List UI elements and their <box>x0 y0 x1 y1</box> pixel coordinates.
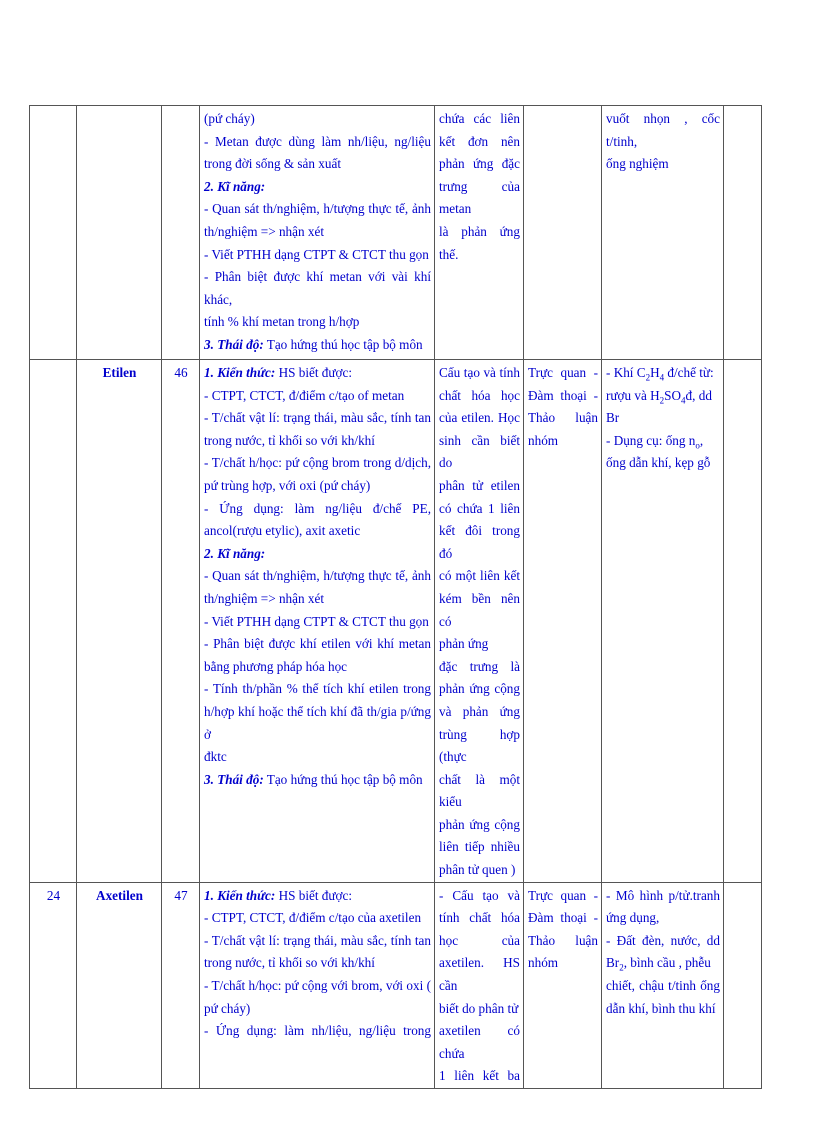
text-line: th/nghiệm => nhận xét <box>204 223 324 239</box>
subscript: 4 <box>681 395 686 406</box>
section-heading-knowledge: 1. Kiến thức: <box>204 887 276 903</box>
text-line: ancol(rượu etylic), axit axetic <box>204 523 361 539</box>
text-line: - CTPT, CTCT, đ/điểm c/tạo of metan <box>204 387 405 403</box>
text-line: th/nghiệm => nhận xét <box>204 590 324 606</box>
text-fragment: Tạo hứng thú học tập bộ môn <box>263 771 423 787</box>
cell-preparation <box>602 360 724 883</box>
text-line: đặc trưng là <box>439 658 520 674</box>
text-line: phản ứng <box>439 636 489 652</box>
text-line: - Viết PTHH dạng CTPT & CTCT thu gọn <box>204 246 429 262</box>
text-line: phản ứng cộng <box>439 816 520 832</box>
text-line: Đàm thoại - <box>528 387 598 403</box>
subscript: 2 <box>659 395 665 406</box>
text-line: trưng của metan <box>439 178 520 217</box>
text-line: Đàm thoại - <box>528 910 598 926</box>
text-line: - Quan sát th/nghiệm, h/tượng thực tế, ảnh <box>204 201 431 217</box>
text-fragment: , bình cầu , phễu <box>623 955 711 971</box>
table-row-axetilen <box>30 882 762 1088</box>
text-line: biết do phân tử <box>439 1000 519 1016</box>
text-line: pứ cháy) <box>204 1000 251 1016</box>
text-line: kết đôi trong đó <box>439 523 520 561</box>
text-line: - Đất đèn, nước, dd <box>606 932 720 948</box>
text-line: - Tính th/phần % thể tích khí etilen trong <box>204 681 431 697</box>
text-line: Thảo luận <box>528 410 598 426</box>
text-line: và phản ứng <box>439 703 520 719</box>
cell-key-content <box>435 106 524 360</box>
text-line: - Ứng dụng: làm ng/liệu đ/chế PE, <box>204 500 431 516</box>
text-line: - Phân biệt được khí etilen với khí metan <box>204 636 431 652</box>
cell-lesson-name <box>77 106 162 360</box>
text-line <box>606 952 720 975</box>
section-heading-skills: 2. Kĩ năng: <box>204 545 266 561</box>
section-heading-attitude: 3. Thái độ: <box>204 336 264 352</box>
cell-preparation <box>602 882 724 1088</box>
text-line: dẫn khí, bình thu khí <box>606 1000 716 1016</box>
text-line: Cấu tạo và tính <box>439 365 520 380</box>
cell-stt <box>30 106 77 360</box>
text-fragment: SO <box>664 387 682 403</box>
text-line <box>204 362 431 385</box>
text-line: chất hóa học <box>439 387 520 403</box>
text-fragment: đ, dd <box>685 387 712 403</box>
cell-key-content <box>435 882 524 1088</box>
text-line: - Ứng dụng: làm nh/liệu, ng/liệu trong <box>204 1023 431 1039</box>
text-fragment: H <box>650 365 660 380</box>
cell-preparation <box>602 106 724 360</box>
text-line <box>204 885 431 908</box>
text-line: phân tử quen ) <box>439 862 516 878</box>
text-fragment: Tạo hứng thú học tập bộ môn <box>263 336 423 352</box>
table-row-metan-continued <box>30 106 762 360</box>
text-fragment: HS biết được: <box>275 365 353 380</box>
text-line: - Phân biệt được khí metan với vài khí khác, <box>204 269 431 307</box>
text-line <box>606 362 720 385</box>
text-line: phân tử etilen <box>439 477 520 493</box>
text-line <box>204 334 431 357</box>
text-fragment: , <box>699 432 704 448</box>
text-line: tính % khí metan trong h/hợp <box>204 314 360 330</box>
text-line: Trực quan - <box>528 887 598 903</box>
cell-objectives <box>200 882 435 1088</box>
cell-objectives <box>200 106 435 360</box>
text-line: ứng dụng, <box>606 910 660 926</box>
text-line: Trực quan - <box>528 365 598 380</box>
text-line: - Metan được dùng làm nh/liệu, ng/liệu <box>204 133 431 149</box>
text-line: bằng phương pháp hóa học <box>204 658 348 674</box>
cell-stt: 24 <box>30 882 77 1088</box>
text-line: - T/chất h/học: pứ cộng brom trong d/dịch, <box>204 455 431 471</box>
text-line: - Mô hình p/tử.tranh <box>606 887 720 903</box>
section-heading-knowledge: 1. Kiến thức: <box>204 365 276 380</box>
text-line: vuốt nhọn , cốc t/tinh, <box>606 111 720 149</box>
text-line: Thảo luận <box>528 932 598 948</box>
text-line: có một liên kết <box>439 568 520 584</box>
text-line: - Quan sát th/nghiệm, h/tượng thực tế, ảnh <box>204 568 431 584</box>
cell-objectives <box>200 360 435 883</box>
text-line: - CTPT, CTCT, đ/điểm c/tạo của axetilen <box>204 910 422 926</box>
text-line: tính chất hóa <box>439 910 520 926</box>
subscript: 2 <box>645 372 651 383</box>
text-line: phản ứng đặc <box>439 156 520 172</box>
cell-lesson-name: Axetilen <box>77 882 162 1088</box>
text-line: axetilen có chứa <box>439 1023 520 1061</box>
text-fragment: - Dụng cụ: ống n <box>606 432 696 448</box>
text-line: ống dẫn khí, kẹp gỗ <box>606 455 711 471</box>
text-line: có chứa 1 liên <box>439 500 520 516</box>
cell-note <box>724 106 762 360</box>
text-line: của etilen. Học <box>439 410 520 426</box>
text-line: nhóm <box>528 432 559 448</box>
text-fragment: rượu và H <box>606 387 660 403</box>
text-line: ống nghiệm <box>606 156 669 172</box>
subscript: o <box>695 440 700 451</box>
text-line: kết đơn nên <box>439 133 520 149</box>
cell-lesson-name: Etilen <box>77 360 162 883</box>
text-line: nhóm <box>528 955 559 971</box>
subscript: 4 <box>659 372 665 383</box>
text-line: liên tiếp nhiều <box>439 839 520 855</box>
subscript: 2 <box>619 963 624 974</box>
text-line: là phản ứng thế. <box>439 223 520 262</box>
text-line: Br <box>606 410 620 426</box>
text-line: đktc <box>204 749 227 765</box>
cell-note <box>724 882 762 1088</box>
text-line: phản ứng cộng <box>439 681 520 697</box>
table-row-etilen <box>30 360 762 883</box>
text-line: trong nước, tỉ khối so với kh/khí <box>204 432 375 448</box>
cell-method <box>524 360 602 883</box>
text-fragment: - Khí C <box>606 365 646 380</box>
cell-period <box>162 106 200 360</box>
text-line: - T/chất h/học: pứ cộng với brom, với oxi ( <box>204 978 431 994</box>
text-line <box>606 430 720 453</box>
text-line: - Viết PTHH dạng CTPT & CTCT thu gọn <box>204 613 429 629</box>
cell-period: 47 <box>162 882 200 1088</box>
text-fragment: Br <box>606 955 620 971</box>
text-line: sinh cần biết do <box>439 432 520 471</box>
text-line: chứa các liên <box>439 111 520 126</box>
cell-method <box>524 106 602 360</box>
text-line: chất là một kiểu <box>439 771 520 810</box>
text-line: kém bền nên có <box>439 590 520 629</box>
lesson-plan-table <box>29 105 762 1089</box>
cell-note <box>724 360 762 883</box>
text-fragment: đ/chế từ: <box>664 365 714 380</box>
text-line: trong đời sống & sản xuất <box>204 156 342 172</box>
text-line: học của <box>439 932 520 948</box>
cell-stt <box>30 360 77 883</box>
text-line <box>204 769 431 792</box>
text-line: trong nước, tỉ khối so với kh/khí <box>204 955 375 971</box>
text-line: h/hợp khí hoặc thể tích khí đã th/gia p/ứng ở <box>204 703 431 742</box>
text-line <box>606 385 720 408</box>
cell-period: 46 <box>162 360 200 883</box>
text-line: - T/chất vật lí: trạng thái, màu sắc, tính tan <box>204 410 431 426</box>
text-line: (pứ cháy) <box>204 111 255 126</box>
cell-method <box>524 882 602 1088</box>
text-line: pứ trùng hợp, với oxi (pứ cháy) <box>204 477 371 493</box>
text-line: chiết, chậu t/tinh ống <box>606 978 720 994</box>
text-line: - T/chất vật lí: trạng thái, màu sắc, tính tan <box>204 932 431 948</box>
cell-key-content <box>435 360 524 883</box>
text-line: - Cấu tạo và <box>439 887 520 903</box>
text-fragment: HS biết được: <box>275 887 353 903</box>
text-line: trùng hợp (thực <box>439 726 520 765</box>
section-heading-attitude: 3. Thái độ: <box>204 771 264 787</box>
text-line: 1 liên kết ba <box>439 1068 520 1084</box>
text-line: axetilen. HS cần <box>439 955 520 994</box>
section-heading-skills: 2. Kĩ năng: <box>204 178 266 194</box>
